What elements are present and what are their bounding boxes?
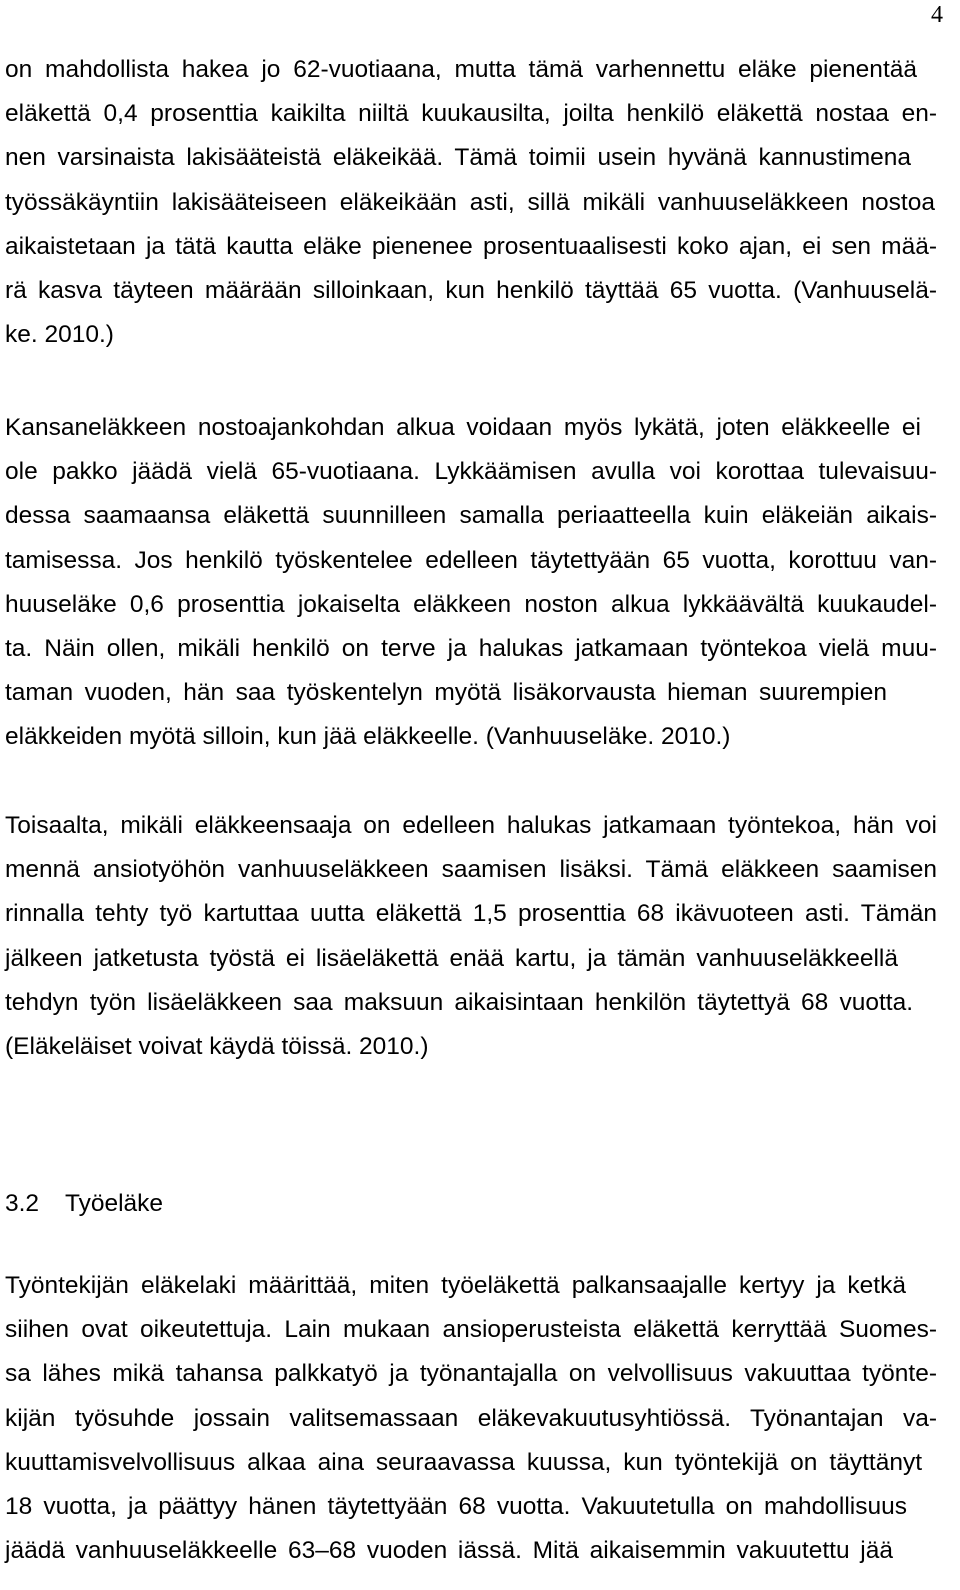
text-line: tehdyn työn lisäeläkkeen saa maksuun aikaisintaan henkilön täytettyä 68 vuotta. xyxy=(5,988,913,1016)
paragraph xyxy=(5,1264,938,1573)
text-line: siihen ovat oikeutettuja. Lain mukaan ansioperusteista eläkettä kerryttää Suomes- xyxy=(5,1316,937,1344)
text-line: kijän työsuhde jossain valitsemassaan eläkevakuutusyhtiössä. Työnantajan va- xyxy=(5,1404,937,1432)
text-line: Toisaalta, mikäli eläkkeensaaja on edelleen halukas jatkamaan työntekoa, hän voi xyxy=(5,812,937,839)
text-line: ke. 2010.) xyxy=(5,321,114,349)
text-line: ta. Näin ollen, mikäli henkilö on terve ja halukas jatkamaan työntekoa vielä muu- xyxy=(5,634,937,662)
text-line: eläkkeiden myötä silloin, kun jää eläkkeelle. (Vanhuuseläke. 2010.) xyxy=(5,723,731,751)
page-number: 4 xyxy=(931,2,943,28)
text-line: jäädä vanhuuseläkkeelle 63–68 vuoden iässä. Mitä aikaisemmin vakuutettu jää xyxy=(5,1537,893,1565)
text-line: (Eläkeläiset voivat käydä töissä. 2010.) xyxy=(5,1032,429,1060)
section-title: Työeläke xyxy=(65,1190,164,1217)
text-line: on mahdollista hakea jo 62-vuotiaana, mutta tämä varhennettu eläke pienentää xyxy=(5,56,917,83)
text-line: rinnalla tehty työ kartuttaa uutta eläkettä 1,5 prosenttia 68 ikävuoteen asti. Tämän xyxy=(5,900,937,928)
paragraph xyxy=(5,48,938,357)
text-line: Kansaneläkkeen nostoajankohdan alkua voidaan myös lykätä, joten eläkkeelle ei xyxy=(5,414,921,441)
text-line: jälkeen jatketusta työstä ei lisäeläkettä enää kartu, ja tämän vanhuuseläkkeellä xyxy=(5,944,898,972)
text-line: dessa saamaansa eläkettä suunnilleen samalla periaatteella kuin eläkeiän aikais- xyxy=(5,502,937,530)
section-number: 3.2 xyxy=(5,1190,40,1217)
text-line: taman vuoden, hän saa työskentelyn myötä lisäkorvausta hieman suurempien xyxy=(5,679,887,707)
text-line: tamisessa. Jos henkilö työskentelee edelleen täytettyään 65 vuotta, korottuu van- xyxy=(5,546,937,574)
text-line: huuseläke 0,6 prosenttia jokaiselta eläkkeen noston alkua lykkäävältä kuukaudel- xyxy=(5,590,937,618)
paragraph xyxy=(5,406,938,760)
text-line: nen varsinaista lakisääteistä eläkeikää. Tämä toimii usein hyvänä kannustimena xyxy=(5,144,911,172)
text-line: ole pakko jäädä vielä 65-vuotiaana. Lykkäämisen avulla voi korottaa tulevaisuu- xyxy=(5,458,937,486)
section-heading xyxy=(5,1182,163,1226)
text-line: mennä ansiotyöhön vanhuuseläkkeen saamisen lisäksi. Tämä eläkkeen saamisen xyxy=(5,856,937,884)
paragraph xyxy=(5,804,938,1069)
text-line: rä kasva täyteen määrään silloinkaan, kun henkilö täyttää 65 vuotta. (Vanhuuselä- xyxy=(5,276,937,304)
text-line: sa lähes mikä tahansa palkkatyö ja työnantajalla on velvollisuus vakuuttaa työnte- xyxy=(5,1360,937,1388)
text-line: aikaistetaan ja tätä kautta eläke pienenee prosentuaalisesti koko ajan, ei sen mää- xyxy=(5,232,937,260)
text-line: kuuttamisvelvollisuus alkaa aina seuraavassa kuussa, kun työntekijä on täyttänyt xyxy=(5,1448,922,1476)
text-line: työssäkäyntiin lakisääteiseen eläkeikään asti, sillä mikäli vanhuuseläkkeen nostoa xyxy=(5,188,935,216)
text-line: 18 vuotta, ja päättyy hänen täytettyään 68 vuotta. Vakuutetulla on mahdollisuus xyxy=(5,1492,907,1520)
text-line: Työntekijän eläkelaki määrittää, miten työeläkettä palkansaajalle kertyy ja ketkä xyxy=(5,1272,906,1299)
text-line: eläkettä 0,4 prosenttia kaikilta niiltä kuukausilta, joilta henkilö eläkettä nostaa en- xyxy=(5,100,937,128)
